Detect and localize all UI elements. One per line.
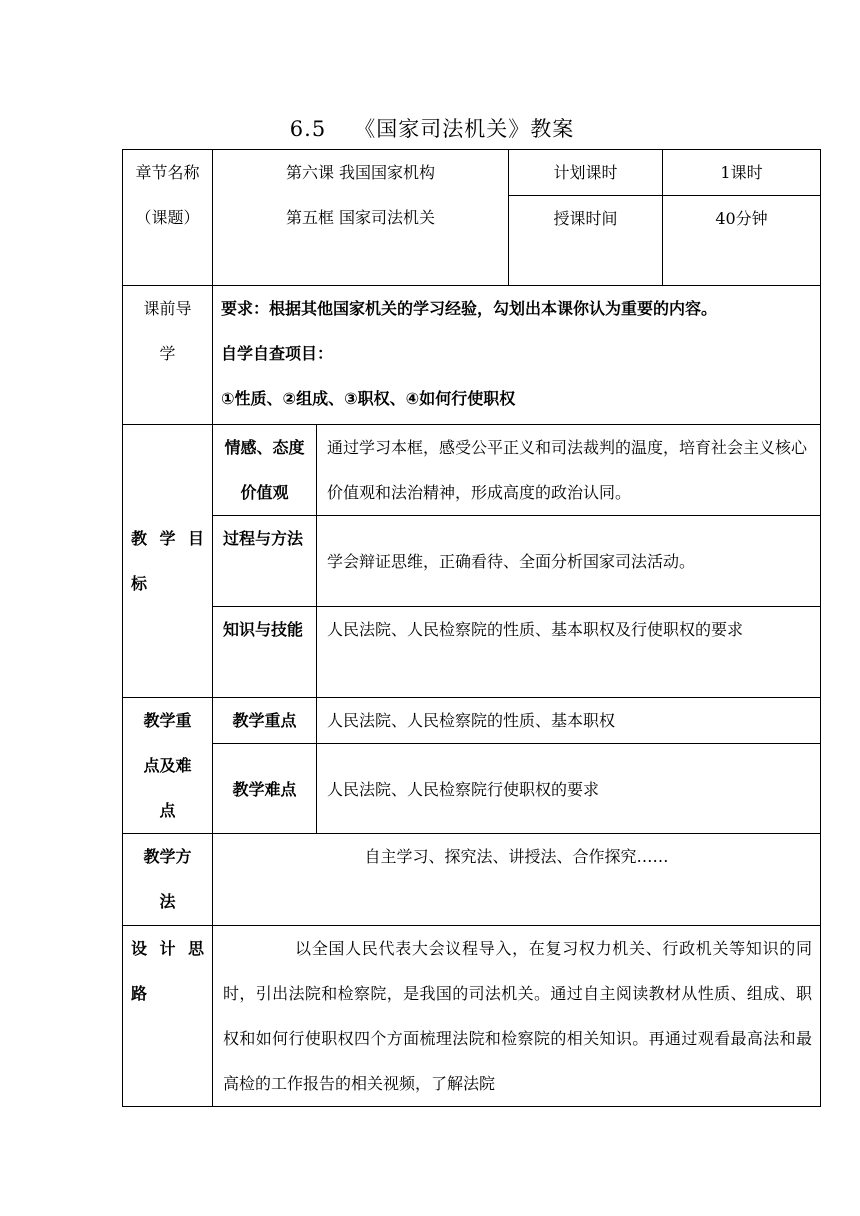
title-text: 《国家司法机关》教案 — [354, 117, 575, 141]
keypoint-text-1: 人民法院、人民检察院行使职权的要求 — [317, 744, 821, 834]
lesson-line-2: 第五框 国家司法机关 — [285, 208, 436, 227]
teach-time-value: 40分钟 — [663, 196, 821, 286]
keypoint-text-0: 人民法院、人民检察院的性质、基本职权 — [317, 698, 821, 744]
goal-name-1: 过程与方法 — [213, 516, 317, 607]
lesson-name-cell — [213, 150, 509, 286]
preview-content — [213, 286, 821, 425]
goal-name-2: 知识与技能 — [213, 607, 317, 698]
lesson-line-1: 第六课 我国国家机构 — [285, 163, 436, 182]
plan-hours-value: 1课时 — [663, 150, 821, 196]
preview-selfcheck: 自学自查项目： — [221, 344, 334, 363]
goals-label: 教 学 目标 — [123, 425, 213, 698]
keypoints-label: 教学重点及难点 — [123, 698, 213, 834]
plan-hours-label: 计划课时 — [509, 150, 663, 196]
methods-label: 教学方法 — [123, 834, 213, 926]
keypoint-name-1: 教学难点 — [213, 744, 317, 834]
preview-items: ①性质、②组成、③职权、④如何行使职权 — [221, 389, 516, 408]
methods-text: 自主学习、探究法、讲授法、合作探究…… — [213, 834, 821, 926]
goal-text-1: 学会辩证思维，正确看待、全面分析国家司法活动。 — [317, 516, 821, 607]
teach-time-label: 授课时间 — [509, 196, 663, 286]
lesson-plan-table — [122, 149, 821, 1107]
design-text: 以全国人民代表大会议程导入，在复习权力机关、行政机关等知识的同时，引出法院和检察院，是我国的司法机关。通过自主阅读教材从性质、组成、职权和如何行使职权四个方面梳理法院和检察院的相关知识。再通过观看最高法和最高检的工作报告的相关视频，了解法院 — [213, 926, 821, 1107]
goal-text-0: 通过学习本框，感受公平正义和司法裁判的温度，培育社会主义核心价值观和法治精神，形成高度的政治认同。 — [317, 425, 821, 516]
preview-label: 课前导学 — [123, 286, 213, 425]
keypoint-name-0: 教学重点 — [213, 698, 317, 744]
design-label: 设 计 思路 — [123, 926, 213, 1107]
chapter-label: 章节名称（课题） — [123, 150, 213, 286]
preview-requirement: 要求：根据其他国家机关的学习经验，勾划出本课你认为重要的内容。 — [221, 299, 718, 318]
title-number: 6.5 — [289, 117, 327, 141]
goal-name-0: 情感、态度价值观 — [213, 425, 317, 516]
page-title — [0, 113, 860, 143]
goal-text-2: 人民法院、人民检察院的性质、基本职权及行使职权的要求 — [317, 607, 821, 698]
